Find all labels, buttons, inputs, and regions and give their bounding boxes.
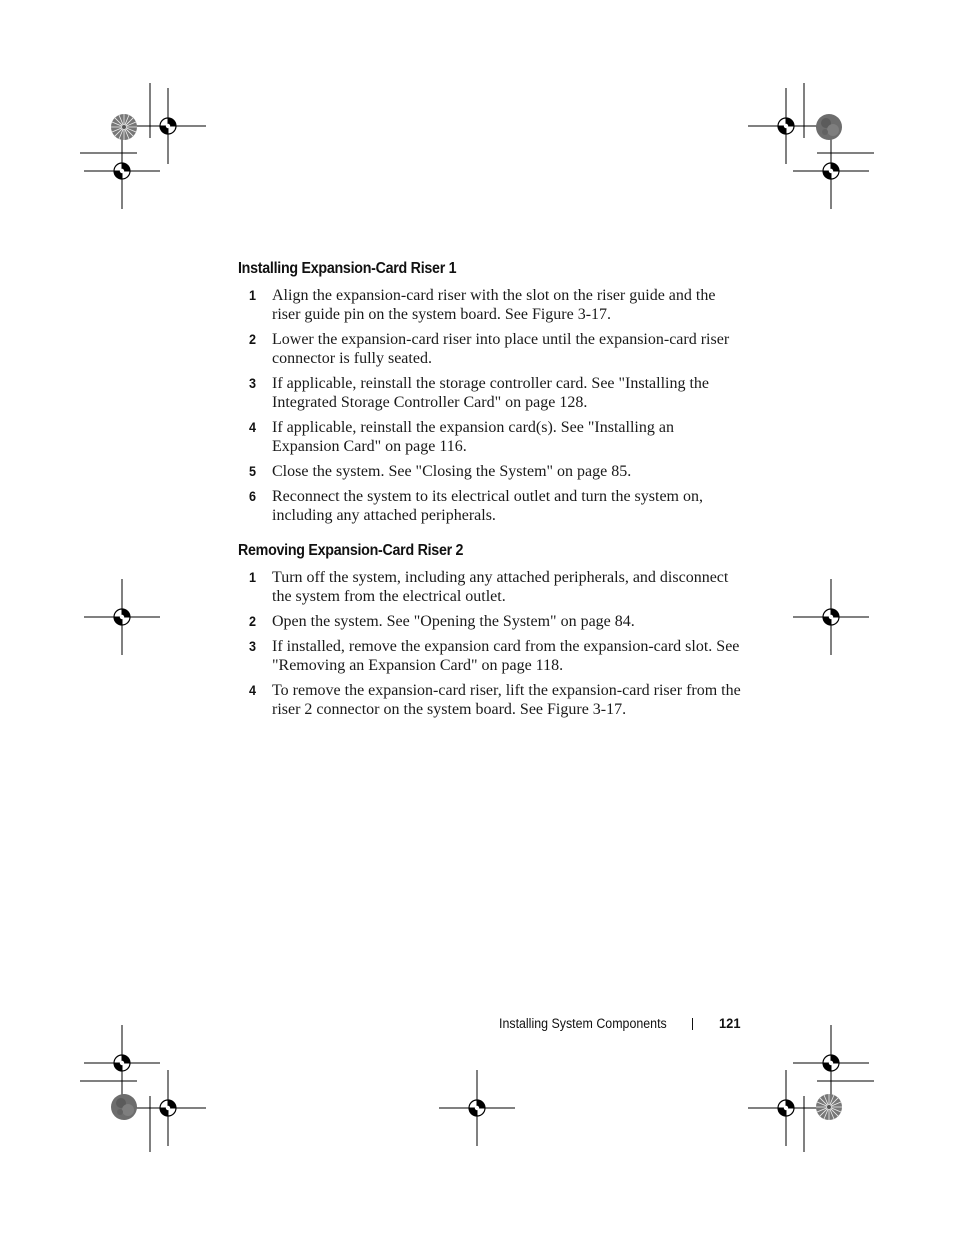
registration-crosshair-icon (130, 1070, 206, 1146)
step-item (238, 487, 758, 525)
registration-crosshair-icon (793, 133, 869, 209)
step-item (238, 374, 758, 412)
steps-list (238, 286, 758, 531)
step-text: Reconnect the system to its electrical outlet and turn the system on, including any attached peripherals. (272, 488, 703, 524)
registration-crosshair-icon (84, 1025, 160, 1101)
step-text: If applicable, reinstall the storage controller card. See "Installing the Integrated Storage Controller Card" on page 128. (272, 375, 710, 411)
print-color-target-icon (111, 114, 137, 140)
footer-divider (692, 1018, 693, 1030)
step-number: 3 (249, 375, 257, 391)
step-number: 4 (249, 419, 257, 435)
print-color-target-icon (111, 1094, 137, 1120)
step-item (238, 612, 758, 631)
step-text: To remove the expansion-card riser, lift the expansion-card riser from the riser 2 connector on the system board. See Figure 3-17. (272, 682, 741, 718)
step-number: 5 (249, 463, 257, 479)
step-item (238, 462, 758, 481)
step-number: 1 (249, 287, 257, 303)
step-number: 3 (249, 638, 257, 654)
print-color-target-icon (816, 114, 842, 140)
registration-crosshair-icon (84, 579, 160, 655)
section-heading: Removing Expansion-Card Riser 2 (238, 542, 464, 559)
step-text: If installed, remove the expansion card from the expansion-card slot. See "Removing an Expansion Card" on page 118. (272, 638, 740, 674)
step-item (238, 286, 758, 324)
step-text: Open the system. See "Opening the System" on page 84. (272, 613, 635, 630)
step-number: 2 (249, 613, 257, 629)
step-text: Turn off the system, including any attached peripherals, and disconnect the system from the electrical outlet. (272, 569, 729, 605)
print-color-target-icon (816, 1094, 842, 1120)
footer-chapter-title: Installing System Components (499, 1016, 667, 1031)
step-text: Align the expansion-card riser with the slot on the riser guide and the riser guide pin on the system board. See Figure 3-17. (272, 287, 716, 323)
registration-crosshair-icon (748, 1070, 824, 1146)
step-item (238, 330, 758, 368)
registration-crosshair-icon (748, 88, 824, 164)
registration-crosshair-icon (84, 133, 160, 209)
page-number: 121 (719, 1015, 741, 1031)
step-item (238, 681, 758, 719)
step-text: Close the system. See "Closing the System" on page 85. (272, 463, 632, 480)
steps-list (238, 568, 758, 725)
section-heading: Installing Expansion-Card Riser 1 (238, 260, 457, 277)
step-item (238, 637, 758, 675)
registration-crosshair-icon (793, 579, 869, 655)
step-item (238, 418, 758, 456)
step-number: 4 (249, 682, 257, 698)
registration-crosshair-icon (439, 1070, 515, 1146)
step-number: 1 (249, 569, 257, 585)
step-text: If applicable, reinstall the expansion card(s). See "Installing an Expansion Card" on page 116. (272, 419, 674, 455)
registration-crosshair-icon (130, 88, 206, 164)
step-number: 6 (249, 488, 257, 504)
step-item (238, 568, 758, 606)
step-text: Lower the expansion-card riser into place until the expansion-card riser connector is fully seated. (272, 331, 730, 367)
step-number: 2 (249, 331, 257, 347)
registration-crosshair-icon (793, 1025, 869, 1101)
